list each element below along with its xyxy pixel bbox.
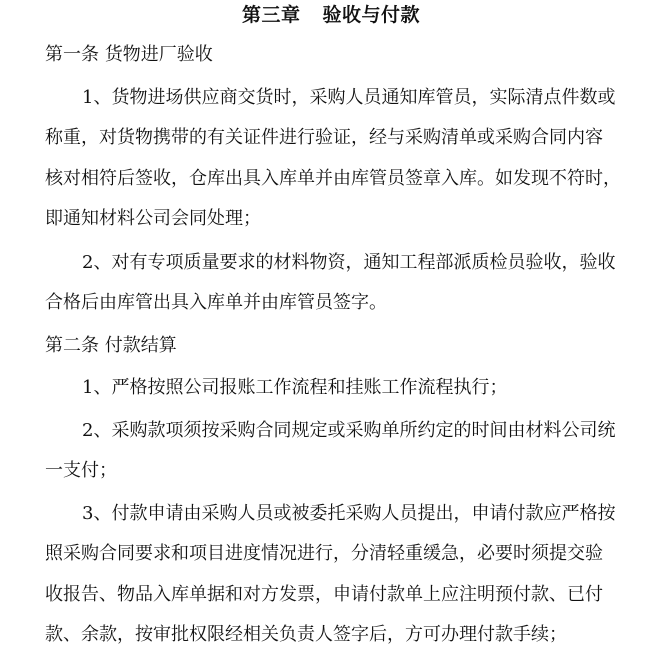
article-1-para-1-line-3: 核对相符后签收，仓库出具入库单并由库管员签章入库。如发现不符时， [45, 168, 621, 189]
article-1-para-2-line-2: 合格后由库管出具入库单并由库管员签字。 [45, 292, 387, 313]
article-2-para-2-line-2: 一支付； [45, 460, 117, 481]
article-2-para-1-line-1: 1、严格按照公司报账工作流程和挂账工作流程执行； [82, 377, 508, 398]
article-2-para-3-line-1: 3、付款申请由采购人员或被委托采购人员提出，申请付款应严格按 [82, 503, 616, 524]
article-1-heading: 第一条 货物进厂验收 [45, 44, 213, 65]
article-2-para-2-line-1: 2、采购款项须按采购合同规定或采购单所约定的时间由材料公司统 [82, 420, 616, 441]
article-2-heading: 第二条 付款结算 [45, 335, 177, 356]
article-2-para-3-line-4: 款、余款，按审批权限经相关负责人签字后，方可办理付款手续； [45, 624, 567, 645]
chapter-name: 验收与付款 [322, 4, 421, 26]
chapter-number: 第三章 [241, 4, 301, 26]
article-1-para-2-line-1: 2、对有专项质量要求的材料物资，通知工程部派质检员验收，验收 [82, 252, 616, 273]
article-2-para-3-line-3: 收报告、物品入库单据和对方发票，申请付款单上应注明预付款、已付 [45, 584, 603, 605]
chapter-title [0, 2, 662, 28]
article-1-para-1-line-4: 即通知材料公司会同处理； [45, 208, 261, 229]
article-2-para-3-line-2: 照采购合同要求和项目进度情况进行，分清轻重缓急，必要时须提交验 [45, 543, 603, 564]
article-1-para-1-line-1: 1、货物进场供应商交货时，采购人员通知库管员，实际清点件数或 [82, 87, 616, 108]
article-1-para-1-line-2: 称重，对货物携带的有关证件进行验证，经与采购清单或采购合同内容 [45, 127, 603, 148]
